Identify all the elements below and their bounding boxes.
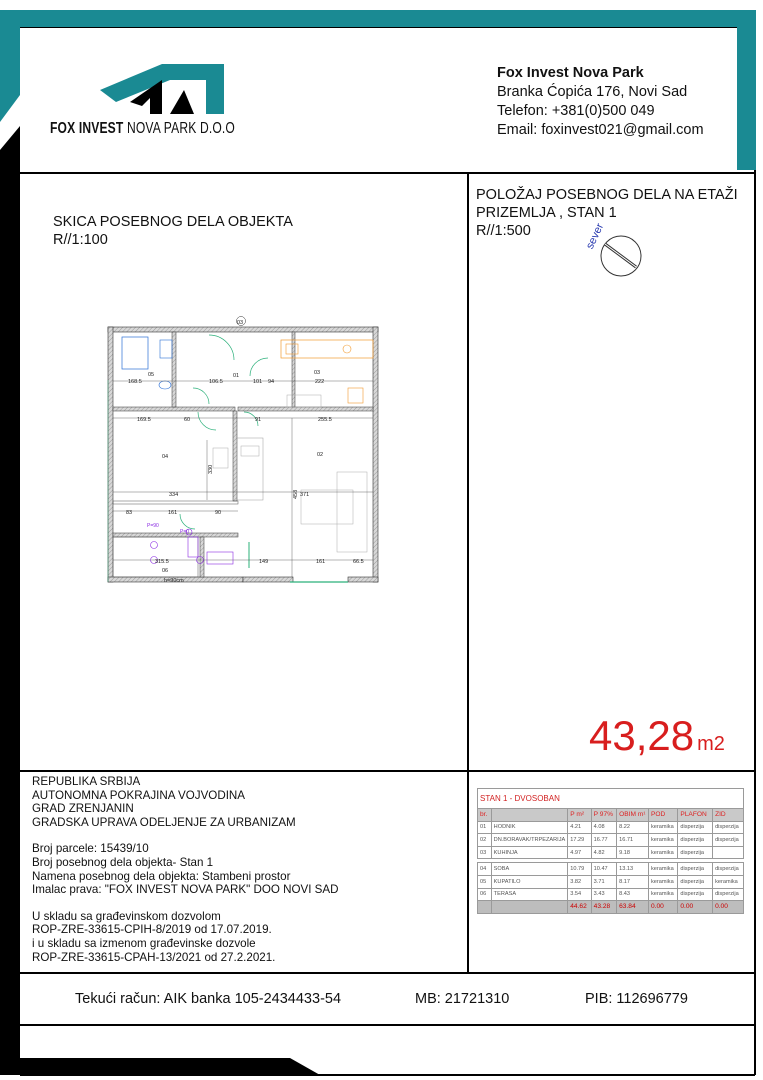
table-cell: 03 (478, 846, 492, 859)
table-cell: 17.29 (568, 834, 591, 847)
dim-161: 161 (168, 510, 178, 516)
legal-line: Namena posebnog dela objekta: Stambeni prostor (32, 869, 291, 883)
table-row (478, 846, 744, 859)
legal-line: i u skladu sa izmenom građevinske dozvole (32, 936, 256, 950)
legal-object-info (32, 842, 339, 896)
frame-top (20, 27, 737, 28)
total-area-unit: m2 (697, 733, 725, 755)
marker-p90: P=90 (147, 523, 159, 529)
table-cell: PLAFON (678, 809, 713, 822)
company-email: Email: foxinvest021@gmail.com (497, 122, 704, 138)
table-row (478, 888, 744, 901)
dim-149: 149 (259, 559, 269, 565)
table-cell: keramika (649, 834, 678, 847)
table-cell: TERASA (491, 888, 568, 901)
table-cell: POD (649, 809, 678, 822)
entry-marker: 03 (237, 320, 244, 326)
dim-168-5: 168.5 (128, 379, 142, 385)
legal-line: AUTONOMNA POKRAJINA VOJVODINA (32, 788, 246, 802)
sketch-scale: R//1:100 (53, 232, 108, 248)
logo-text-regular: NOVA PARK D.O.O (123, 120, 236, 137)
table-cell: 16.71 (617, 834, 649, 847)
table-cell: keramika (649, 846, 678, 859)
divider-vertical (467, 172, 469, 972)
legal-line: GRAD ZRENJANIN (32, 802, 134, 816)
table-cell: keramika (649, 863, 678, 876)
table-cell: keramika (713, 875, 744, 888)
table-cell: disperzija (678, 863, 713, 876)
table-cell: P 97% (591, 809, 616, 822)
dim-161b: 161 (316, 559, 326, 565)
table-cell: OBIM m¹ (617, 809, 649, 822)
table-cell: KUHINJA (491, 846, 568, 859)
company-name: Fox Invest Nova Park (497, 65, 644, 81)
dim-315-5: 315.5 (155, 559, 169, 565)
dim-222: 222 (315, 379, 325, 385)
table-cell: ZID (713, 809, 744, 822)
room-03-label: 03 (314, 370, 321, 376)
room-05-label: 05 (148, 372, 155, 378)
table-row (478, 821, 744, 834)
compass-icon (584, 230, 646, 280)
position-title-line1: POLOŽAJ POSEBNOG DELA NA ETAŽI (476, 187, 738, 203)
table-cell: DN.BORAVAK/TRPEZARIJA (491, 834, 568, 847)
table-cell: 4.82 (591, 846, 616, 859)
rooms-table-panel (477, 788, 744, 914)
legal-line: REPUBLIKA SRBIJA (32, 775, 141, 788)
legal-authority (32, 775, 339, 829)
table-cell: 01 (478, 821, 492, 834)
company-info (497, 64, 704, 140)
table-cell: 10.47 (591, 863, 616, 876)
table-cell: 8.17 (617, 875, 649, 888)
table-cell: 13.13 (617, 863, 649, 876)
table-cell: 4.21 (568, 821, 591, 834)
table-cell: br. (478, 809, 492, 822)
dim-83: 83 (126, 510, 133, 516)
room-06-label: 06 (162, 568, 169, 574)
company-logo (48, 60, 268, 140)
logo-mark-icon (100, 62, 240, 120)
legal-permits (32, 910, 339, 964)
sketch-title: SKICA POSEBNOG DELA OBJEKTA (53, 214, 293, 230)
legal-block (32, 775, 339, 964)
table-cell: 04 (478, 863, 492, 876)
table-cell: disperzija (713, 888, 744, 901)
table-cell: 02 (478, 834, 492, 847)
dim-101: 101 (253, 379, 263, 385)
table-cell: 8.22 (617, 821, 649, 834)
company-address: Branka Ćopića 176, Novi Sad (497, 84, 688, 100)
dim-169-5: 169.5 (137, 417, 151, 423)
table-cell: disperzija (713, 863, 744, 876)
table-cell (491, 901, 568, 914)
table-cell: 0.00 (649, 901, 678, 914)
table-cell: disperzija (678, 888, 713, 901)
position-scale: R//1:500 (476, 223, 531, 239)
legal-line: ROP-ZRE-33615-CPAH-13/2021 od 27.2.2021. (32, 950, 276, 964)
table-cell: 44.62 (568, 901, 591, 914)
table-total-row (478, 901, 744, 914)
dim-458: 458 (293, 489, 299, 499)
table-cell: 0.00 (713, 901, 744, 914)
floor-plan (94, 315, 386, 591)
table-cell: keramika (649, 821, 678, 834)
table-cell: SOBA (491, 863, 568, 876)
table-row (478, 834, 744, 847)
divider-footer-bottom (20, 1024, 755, 1026)
company-mb: MB: 21721310 (415, 991, 510, 1007)
table-cell: disperzija (678, 834, 713, 847)
black-left-strip (0, 126, 20, 1075)
terrace-height: h=90cm (164, 578, 184, 584)
table-cell: 3.43 (591, 888, 616, 901)
table-cell: disperzija (713, 834, 744, 847)
legal-line: GRADSKA UPRAVA ODELJENJE ZA URBANIZAM (32, 815, 296, 829)
dim-371: 371 (300, 492, 310, 498)
company-pib: PIB: 112696779 (585, 991, 688, 1007)
room-02-label: 02 (317, 452, 324, 458)
dim-66-5: 66.5 (353, 559, 364, 565)
north-label: sever (584, 221, 607, 252)
position-title-line2: PRIZEMLJA , STAN 1 (476, 205, 617, 221)
frame-right (754, 170, 756, 1075)
table-cell: 9.18 (617, 846, 649, 859)
dim-91: 91 (255, 417, 262, 423)
table-cell: disperzija (678, 821, 713, 834)
table-cell: 06 (478, 888, 492, 901)
dim-330: 330 (208, 464, 214, 474)
dim-90: 90 (215, 510, 222, 516)
divider-footer-top (20, 972, 755, 974)
legal-line: ROP-ZRE-33615-CPIH-8/2019 od 17.07.2019. (32, 923, 272, 937)
table-cell: 16.77 (591, 834, 616, 847)
company-phone: Telefon: +381(0)500 049 (497, 103, 655, 119)
logo-text-bold: FOX INVEST (50, 120, 124, 137)
table-cell: disperzija (713, 821, 744, 834)
frame-bottom (20, 1074, 755, 1076)
table-row (478, 863, 744, 876)
rooms-table (477, 808, 744, 914)
table-cell: 63.84 (617, 901, 649, 914)
north-arrow (584, 221, 646, 280)
legal-line: Broj parcele: 15439/10 (32, 842, 149, 856)
marker-p0: P=0 (180, 529, 190, 535)
room-04-label: 04 (162, 454, 169, 460)
dim-60: 60 (184, 417, 191, 423)
table-cell: 3.54 (568, 888, 591, 901)
table-cell: P m² (568, 809, 591, 822)
table-cell: 4.97 (568, 846, 591, 859)
table-cell: 3.71 (591, 875, 616, 888)
room-01-label: 01 (233, 373, 240, 379)
table-cell (713, 846, 744, 859)
table-cell: 43.28 (591, 901, 616, 914)
table-cell: 3.82 (568, 875, 591, 888)
table-cell: 10.79 (568, 863, 591, 876)
table-cell: disperzija (678, 846, 713, 859)
legal-line: Broj posebnog dela objekta- Stan 1 (32, 855, 214, 869)
legal-line: U skladu sa građevinskom dozvolom (32, 909, 221, 923)
table-cell: 0.00 (678, 901, 713, 914)
total-area (589, 712, 725, 760)
table-cell (491, 809, 568, 822)
table-title: STAN 1 - DVOSOBAN (477, 788, 744, 808)
dim-94: 94 (268, 379, 275, 385)
table-cell: 05 (478, 875, 492, 888)
table-header-row (478, 809, 744, 822)
legal-line: Imalac prava: "FOX INVEST NOVA PARK" DOO NOVI SAD (32, 883, 339, 897)
divider-header (20, 172, 755, 174)
total-area-value: 43,28 (589, 712, 695, 759)
bank-account: Tekući račun: AIK banka 105-2434433-54 (75, 991, 342, 1007)
dim-255-5: 255.5 (318, 417, 332, 423)
divider-lower (20, 770, 755, 772)
table-cell: disperzija (678, 875, 713, 888)
table-cell (478, 901, 492, 914)
black-bottom-wedge (20, 1058, 320, 1075)
table-cell: keramika (649, 875, 678, 888)
table-cell: 4.08 (591, 821, 616, 834)
table-cell: HODNIK (491, 821, 568, 834)
rooms-table-body (478, 809, 744, 914)
table-cell: KUPATILO (491, 875, 568, 888)
dim-106-5: 106.5 (209, 379, 223, 385)
table-cell: 8.43 (617, 888, 649, 901)
table-row (478, 875, 744, 888)
table-cell: keramika (649, 888, 678, 901)
dim-334: 334 (169, 492, 179, 498)
